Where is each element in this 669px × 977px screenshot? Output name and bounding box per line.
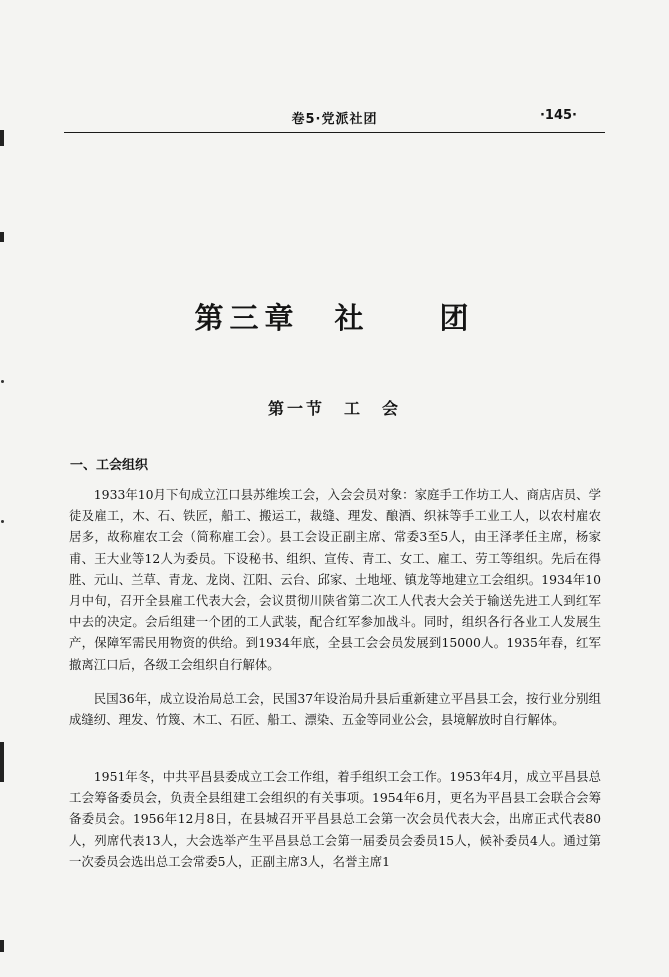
scan-binding-mark xyxy=(0,940,4,952)
scan-binding-mark xyxy=(0,232,4,242)
paragraph: 民国36年，成立设治局总工会，民国37年设治局升县后重新建立平昌县工会，按行业分别组成缝纫、理发、竹篾、木工、石匠、船工、漂染、五金等同业公会，县境解放时自行解体。 xyxy=(69,691,601,728)
header-rule xyxy=(64,132,605,133)
scan-binding-mark xyxy=(0,742,4,782)
paragraph: 1951年冬，中共平昌县委成立工会工作组，着手组织工会工作。1953年4月，成立平昌县总工会筹备委员会，负责全县组建工会组织的有关事项。1954年6月，更名为平昌县工会联合会筹备委员会。1956年12月8日，在县城召开平昌县总工会第一次会员代表大会，出席正式代表80人，列席代表13人，大会选举产生平昌县总工会第一届委员会委员15人，候补委员4人。通过第一次委员会选出总工会常委5人，正副主席3人，名誉主席1 xyxy=(69,769,601,869)
scan-binding-mark xyxy=(0,130,4,146)
paragraph: 1933年10月下旬成立江口县苏维埃工会，入会会员对象：家庭手工作坊工人、商店店员、学徒及雇工，木、石、铁匠，船工、搬运工，裁缝、理发、酿酒、织袜等手工业工人，以农村雇农居多，故称雇农工会（简称雇工会）。县工会设正副主席、常委3至5人，由王泽孝任主席，杨家甫、王大业等12人为委员。下设秘书、组织、宣传、青工、女工、雇工、劳工等组织。先后在得胜、元山、兰草、青龙、龙岗、江阳、云台、邱家、土地垭、镇龙等地建立工会组织。1934年10月中旬，召开全县雇工代表大会，会议贯彻川陕省第二次工人代表大会关于输送先进工人到红军中去的决定。会后组建一个团的工人武装，配合红军参加战斗。同时，组织各行各业工人发展生产，保障军需民用物资的供给。到1934年底，全县工会会员发展到15000人。1935年春，红军撤离江口后，各级工会组织自行解体。 xyxy=(69,487,601,672)
chapter-title: 第三章 社 团 xyxy=(194,301,475,335)
section-title: 第一节 工 会 xyxy=(267,399,401,418)
running-title: 卷5·党派社团 xyxy=(291,112,378,127)
page-header xyxy=(50,108,619,130)
scan-spot xyxy=(1,380,4,383)
page-number: ·145· xyxy=(539,108,577,123)
scan-spot xyxy=(1,520,4,523)
subheading: 一、工会组织 xyxy=(70,458,149,473)
